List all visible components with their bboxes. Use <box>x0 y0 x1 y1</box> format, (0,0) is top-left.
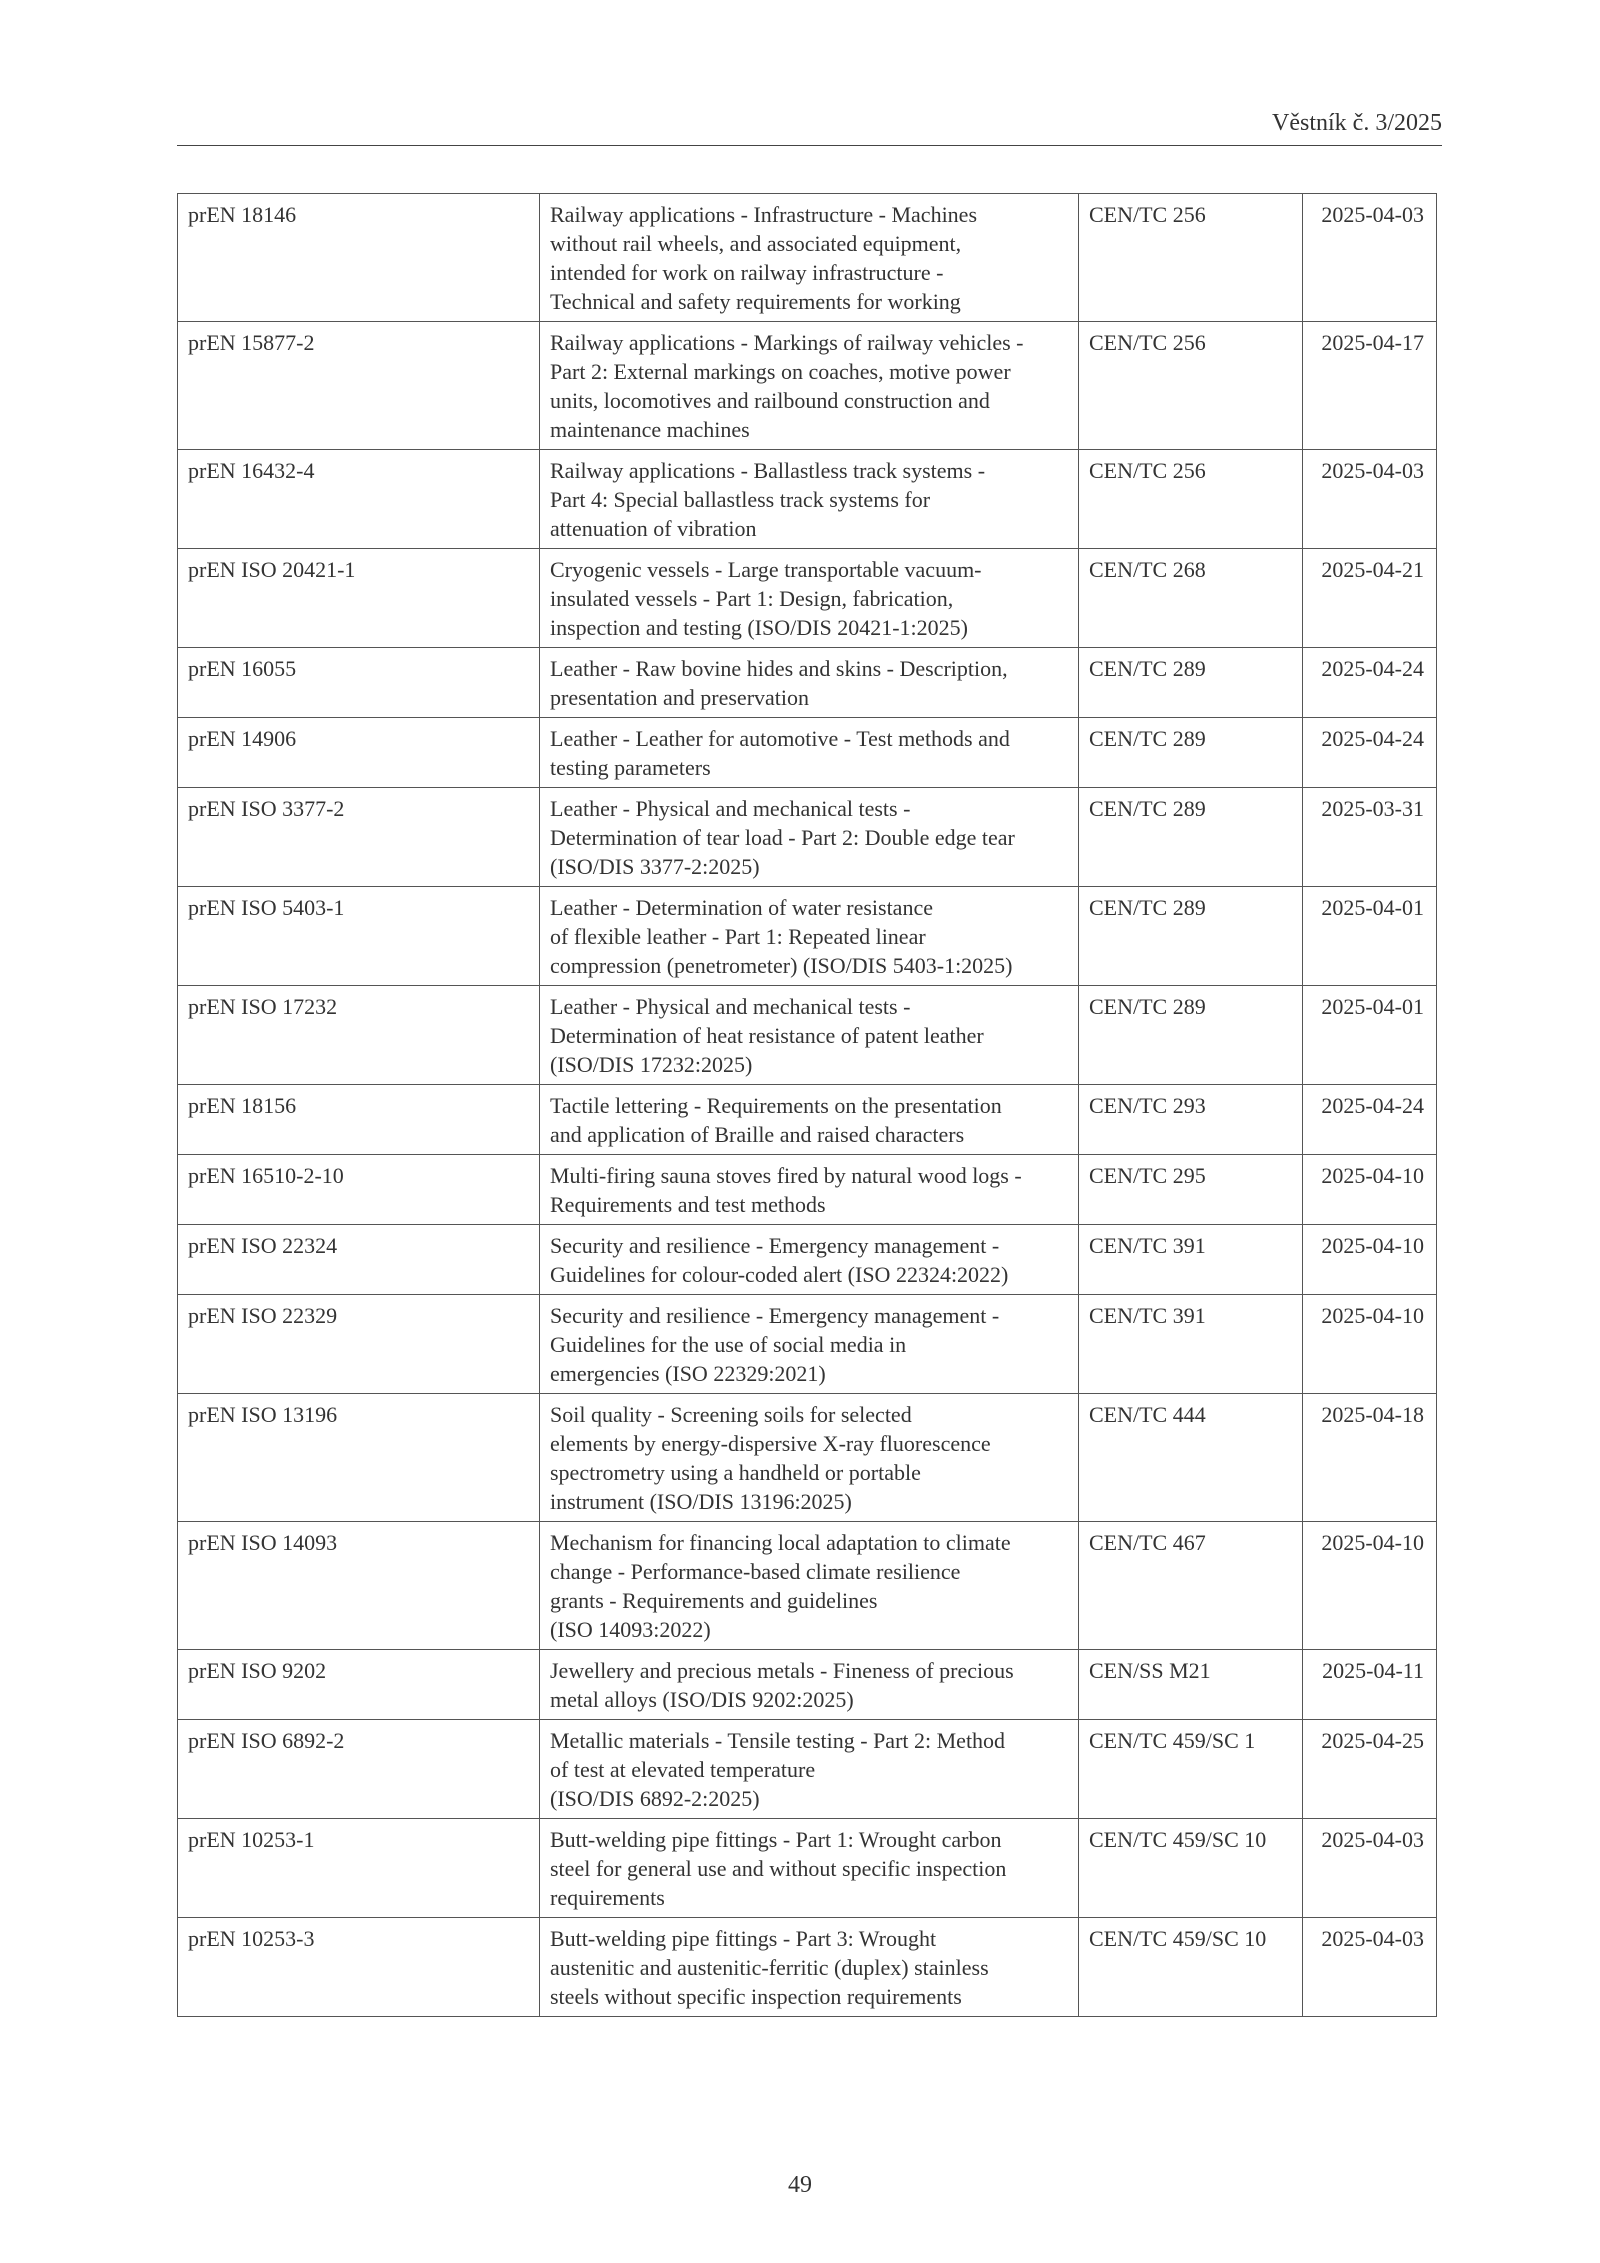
standard-title: Multi-firing sauna stoves fired by natural wood logs - Requirements and test methods <box>540 1155 1079 1225</box>
table-row <box>178 1650 1437 1720</box>
table-row <box>178 1819 1437 1918</box>
deadline-date: 2025-04-10 <box>1303 1295 1437 1394</box>
standard-code: prEN 14906 <box>178 718 540 788</box>
deadline-date: 2025-04-11 <box>1303 1650 1437 1720</box>
deadline-date: 2025-04-03 <box>1303 450 1437 549</box>
standard-title: Metallic materials - Tensile testing - Part 2: Method of test at elevated temperature (ISO/DIS 6892-2:2025) <box>540 1720 1079 1819</box>
deadline-date: 2025-04-03 <box>1303 194 1437 322</box>
deadline-date: 2025-04-03 <box>1303 1918 1437 2017</box>
table-row <box>178 648 1437 718</box>
technical-committee: CEN/TC 256 <box>1079 194 1303 322</box>
table-row <box>178 1225 1437 1295</box>
table-row <box>178 450 1437 549</box>
standard-title: Butt-welding pipe fittings - Part 1: Wrought carbon steel for general use and without specific inspection requirements <box>540 1819 1079 1918</box>
technical-committee: CEN/TC 467 <box>1079 1522 1303 1650</box>
table-row <box>178 1918 1437 2017</box>
technical-committee: CEN/SS M21 <box>1079 1650 1303 1720</box>
standard-title: Tactile lettering - Requirements on the presentation and application of Braille and raised characters <box>540 1085 1079 1155</box>
standard-title: Security and resilience - Emergency management - Guidelines for the use of social media in emergencies (ISO 22329:2021) <box>540 1295 1079 1394</box>
page-number: 49 <box>788 2172 812 2198</box>
standard-title: Leather - Physical and mechanical tests - Determination of heat resistance of patent leather (ISO/DIS 17232:2025) <box>540 986 1079 1085</box>
technical-committee: CEN/TC 459/SC 1 <box>1079 1720 1303 1819</box>
technical-committee: CEN/TC 289 <box>1079 648 1303 718</box>
technical-committee: CEN/TC 289 <box>1079 887 1303 986</box>
standard-title: Security and resilience - Emergency management - Guidelines for colour-coded alert (ISO 22324:2022) <box>540 1225 1079 1295</box>
journal-header-title: Věstník č. 3/2025 <box>1272 110 1442 136</box>
header-divider <box>177 145 1442 146</box>
deadline-date: 2025-04-10 <box>1303 1522 1437 1650</box>
table-row <box>178 788 1437 887</box>
table-row <box>178 1085 1437 1155</box>
standard-title: Mechanism for financing local adaptation to climate change - Performance-based climate resilience grants - Requirements and guidelines (ISO 14093:2022) <box>540 1522 1079 1650</box>
table-row <box>178 887 1437 986</box>
table-row <box>178 1394 1437 1522</box>
standard-code: prEN ISO 6892-2 <box>178 1720 540 1819</box>
technical-committee: CEN/TC 289 <box>1079 986 1303 1085</box>
standard-title: Jewellery and precious metals - Fineness of precious metal alloys (ISO/DIS 9202:2025) <box>540 1650 1079 1720</box>
table-row <box>178 322 1437 450</box>
table-row <box>178 194 1437 322</box>
deadline-date: 2025-04-25 <box>1303 1720 1437 1819</box>
standards-table <box>177 193 1437 2017</box>
standard-code: prEN ISO 9202 <box>178 1650 540 1720</box>
standard-code: prEN 18156 <box>178 1085 540 1155</box>
deadline-date: 2025-04-10 <box>1303 1225 1437 1295</box>
deadline-date: 2025-03-31 <box>1303 788 1437 887</box>
technical-committee: CEN/TC 293 <box>1079 1085 1303 1155</box>
standard-code: prEN ISO 3377-2 <box>178 788 540 887</box>
standard-code: prEN 18146 <box>178 194 540 322</box>
standard-code: prEN ISO 17232 <box>178 986 540 1085</box>
technical-committee: CEN/TC 289 <box>1079 788 1303 887</box>
deadline-date: 2025-04-01 <box>1303 887 1437 986</box>
technical-committee: CEN/TC 459/SC 10 <box>1079 1918 1303 2017</box>
table-row <box>178 549 1437 648</box>
table-row <box>178 1522 1437 1650</box>
standard-title: Soil quality - Screening soils for selected elements by energy-dispersive X-ray fluorescence spectrometry using a handheld or portable instrument (ISO/DIS 13196:2025) <box>540 1394 1079 1522</box>
deadline-date: 2025-04-01 <box>1303 986 1437 1085</box>
standard-code: prEN ISO 14093 <box>178 1522 540 1650</box>
technical-committee: CEN/TC 289 <box>1079 718 1303 788</box>
deadline-date: 2025-04-18 <box>1303 1394 1437 1522</box>
standard-title: Cryogenic vessels - Large transportable vacuum- insulated vessels - Part 1: Design, fabrication, inspection and testing (ISO/DIS 20421-1:2025) <box>540 549 1079 648</box>
deadline-date: 2025-04-24 <box>1303 1085 1437 1155</box>
standard-title: Butt-welding pipe fittings - Part 3: Wrought austenitic and austenitic-ferritic (duplex) stainless steels without specific inspection requirements <box>540 1918 1079 2017</box>
deadline-date: 2025-04-03 <box>1303 1819 1437 1918</box>
standard-code: prEN ISO 5403-1 <box>178 887 540 986</box>
standard-code: prEN ISO 22329 <box>178 1295 540 1394</box>
standard-title: Leather - Physical and mechanical tests - Determination of tear load - Part 2: Double edge tear (ISO/DIS 3377-2:2025) <box>540 788 1079 887</box>
deadline-date: 2025-04-24 <box>1303 648 1437 718</box>
technical-committee: CEN/TC 256 <box>1079 322 1303 450</box>
standard-code: prEN 15877-2 <box>178 322 540 450</box>
standard-code: prEN 16432-4 <box>178 450 540 549</box>
standard-code: prEN ISO 22324 <box>178 1225 540 1295</box>
standard-title: Railway applications - Ballastless track systems - Part 4: Special ballastless track systems for attenuation of vibration <box>540 450 1079 549</box>
deadline-date: 2025-04-10 <box>1303 1155 1437 1225</box>
table-row <box>178 718 1437 788</box>
standard-code: prEN ISO 20421-1 <box>178 549 540 648</box>
standard-code: prEN 10253-3 <box>178 1918 540 2017</box>
table-row <box>178 1155 1437 1225</box>
standard-code: prEN 10253-1 <box>178 1819 540 1918</box>
technical-committee: CEN/TC 459/SC 10 <box>1079 1819 1303 1918</box>
technical-committee: CEN/TC 444 <box>1079 1394 1303 1522</box>
standard-title: Leather - Raw bovine hides and skins - Description, presentation and preservation <box>540 648 1079 718</box>
table-row <box>178 1295 1437 1394</box>
deadline-date: 2025-04-21 <box>1303 549 1437 648</box>
standard-code: prEN 16055 <box>178 648 540 718</box>
technical-committee: CEN/TC 391 <box>1079 1225 1303 1295</box>
standard-title: Leather - Determination of water resistance of flexible leather - Part 1: Repeated linear compression (penetrometer) (ISO/DIS 5403-1:2025) <box>540 887 1079 986</box>
technical-committee: CEN/TC 268 <box>1079 549 1303 648</box>
standard-code: prEN ISO 13196 <box>178 1394 540 1522</box>
standard-code: prEN 16510-2-10 <box>178 1155 540 1225</box>
technical-committee: CEN/TC 295 <box>1079 1155 1303 1225</box>
deadline-date: 2025-04-24 <box>1303 718 1437 788</box>
standard-title: Railway applications - Infrastructure - Machines without rail wheels, and associated equipment, intended for work on railway infrastructure - Technical and safety requirements for working <box>540 194 1079 322</box>
standard-title: Leather - Leather for automotive - Test methods and testing parameters <box>540 718 1079 788</box>
technical-committee: CEN/TC 391 <box>1079 1295 1303 1394</box>
table-row <box>178 986 1437 1085</box>
technical-committee: CEN/TC 256 <box>1079 450 1303 549</box>
table-row <box>178 1720 1437 1819</box>
standard-title: Railway applications - Markings of railway vehicles - Part 2: External markings on coaches, motive power units, locomotives and railbound construction and maintenance machines <box>540 322 1079 450</box>
deadline-date: 2025-04-17 <box>1303 322 1437 450</box>
